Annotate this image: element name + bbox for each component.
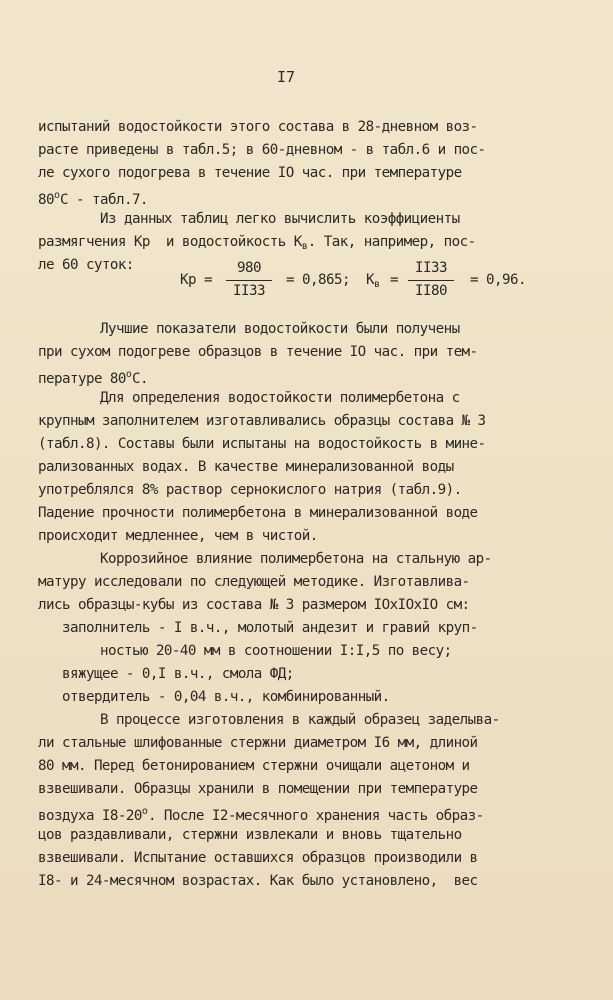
- text-fragment: 80: [38, 192, 54, 208]
- subscript: в: [374, 279, 381, 290]
- formula: [180, 260, 540, 304]
- text-fragment: воздуха I8-20: [38, 808, 142, 824]
- text-line: крупным заполнителем изготавливались образцы состава № 3: [38, 413, 486, 429]
- subscript: в: [301, 241, 308, 252]
- fraction-bar: [226, 280, 272, 281]
- text-line: Лучшие показатели водостойкости были получены: [100, 321, 460, 337]
- formula-kv-result: = 0,96.: [470, 272, 526, 288]
- text-line: цов раздавливали, стержни извлекали и вновь тщательно: [38, 827, 462, 843]
- formula-kp-numerator: 980: [237, 260, 261, 276]
- text-line: Для определения водостойкости полимербетона с: [100, 390, 460, 406]
- formula-kv-numerator: II33: [415, 260, 447, 276]
- text-line: ле 60 суток:: [38, 257, 134, 273]
- text-line: происходит медленнее, чем в чистой.: [38, 528, 318, 544]
- text-line: [38, 366, 148, 388]
- text-line: (табл.8). Составы были испытаны на водостойкость в мине-: [38, 436, 486, 452]
- text-line: Падение прочности полимербетона в минерализованной воде: [38, 505, 478, 521]
- text-line: матуру исследовали по следующей методике. Изготавлива-: [38, 574, 470, 590]
- text-line: Коррозийное влияние полимербетона на стальную ар-: [100, 551, 492, 567]
- formula-kv-label: [366, 272, 380, 290]
- page-number: I7: [277, 68, 296, 86]
- formula-kp-result: = 0,865;: [286, 272, 350, 288]
- text-line: отвердитель - 0,04 в.ч., комбинированный.: [62, 689, 390, 705]
- formula-kv-equals: =: [390, 272, 398, 288]
- text-line: употреблялся 8% раствор сернокислого натрия (табл.9).: [38, 482, 462, 498]
- text-line: ли стальные шлифованные стержни диаметром I6 мм, длиной: [38, 735, 478, 751]
- text-fragment: С.: [131, 371, 148, 387]
- formula-kv-denominator: II80: [415, 283, 447, 299]
- text-line: [38, 233, 476, 256]
- text-fragment: размягчения Кр и водостойкость К: [38, 234, 302, 250]
- text-line: заполнитель - I в.ч., молотый андезит и гравий круп-: [62, 620, 478, 636]
- text-line: при сухом подогреве образцов в течение IO час. при тем-: [38, 344, 478, 360]
- degree-mark: о: [125, 369, 132, 380]
- text-line: вяжущее - 0,I в.ч., смола ФД;: [62, 666, 294, 682]
- text-line: рализованных водах. В качестве минерализованной воды: [38, 459, 454, 475]
- text-line: ностью 20-40 мм в соотношении I:I,5 по весу;: [100, 643, 452, 659]
- degree-mark: о: [141, 806, 148, 817]
- text-line: лись образцы-кубы из состава № 3 размером IOxIOxIO см:: [38, 597, 470, 613]
- text-line: 80 мм. Перед бетонированием стержни очищали ацетоном и: [38, 758, 470, 774]
- text-line: [38, 803, 484, 825]
- text-line: расте приведены в табл.5; в 60-дневном - в табл.6 и пос-: [38, 142, 486, 158]
- text-line: [38, 187, 148, 209]
- text-line: В процессе изготовления в каждый образец заделыва-: [100, 712, 500, 728]
- text-line: взвешивали. Испытание оставшихся образцов производили в: [38, 850, 478, 866]
- text-fragment: . После I2-месячного хранения часть образ-: [147, 808, 484, 824]
- text-line: взвешивали. Образцы хранили в помещении при температуре: [38, 781, 478, 797]
- text-line: испытаний водостойкости этого состава в 28-дневном воз-: [38, 119, 478, 135]
- text-line: ле сухого подогрева в течение IO час. при температуре: [38, 165, 462, 181]
- formula-kp-denominator: II33: [233, 283, 265, 299]
- text-fragment: К: [366, 272, 374, 288]
- degree-mark: о: [53, 190, 61, 201]
- text-fragment: . Так, например, пос-: [307, 234, 476, 250]
- text-line: I8- и 24-месячном возрастах. Как было установлено, вес: [38, 873, 478, 889]
- text-fragment: пературе 80: [38, 371, 126, 387]
- text-fragment: С - табл.7.: [60, 192, 148, 208]
- text-line: Из данных таблиц легко вычислить коэффициенты: [100, 211, 460, 227]
- fraction-bar: [408, 280, 454, 281]
- formula-kp-label: Кр =: [180, 272, 212, 288]
